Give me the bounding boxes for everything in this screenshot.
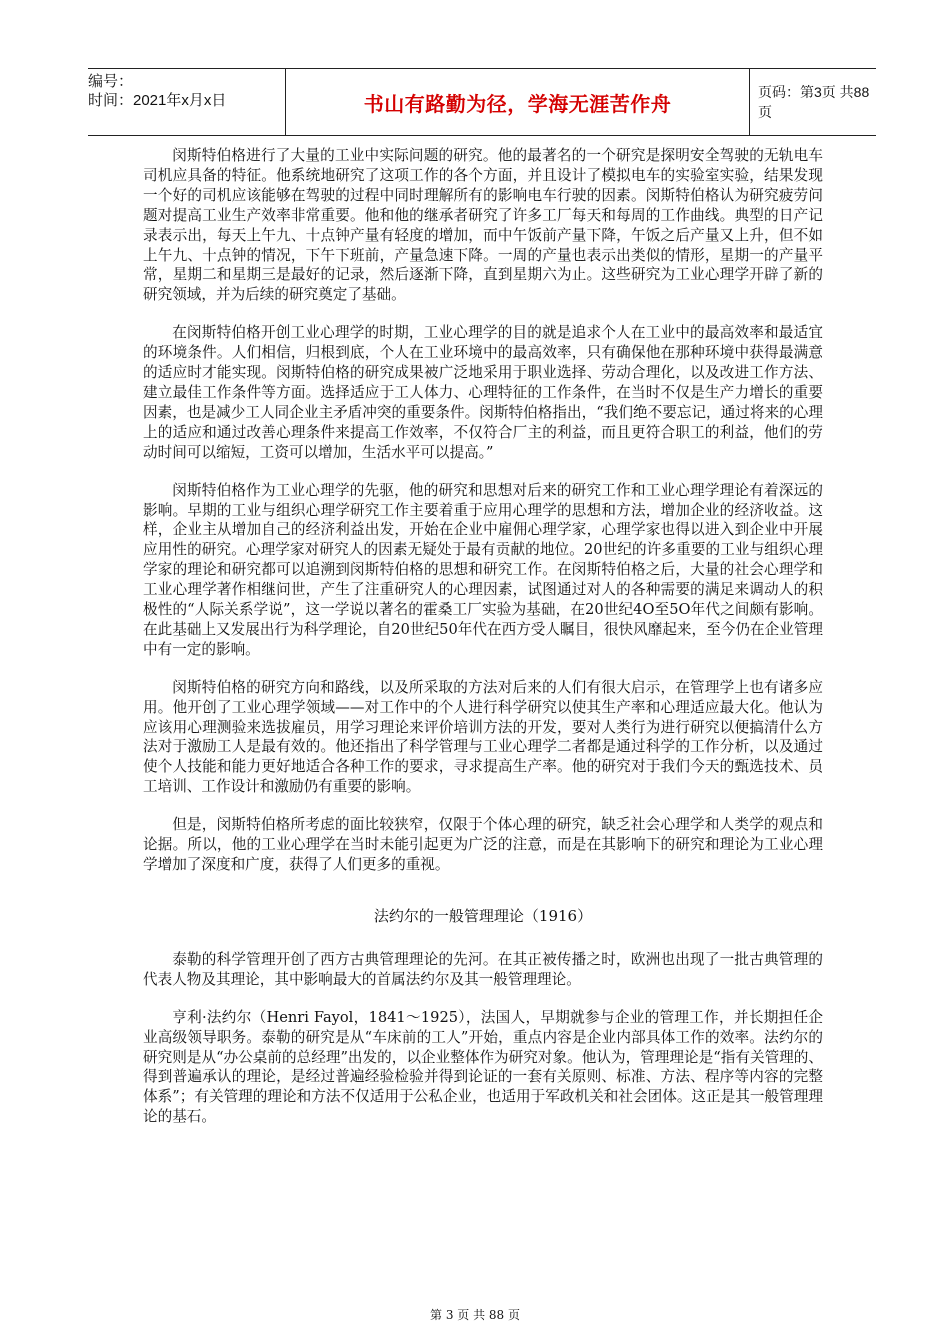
paragraph: 但是，闵斯特伯格所考虑的面比较狭窄，仅限于个体心理的研究，缺乏社会心理学和人类学的观点和论据。所以，他的工业心理学在当时未能引起更为广泛的注意，而是在其影响下的研究和理论为工业心理学增加了深度和广度，获得了人们更多的重视。 [143,816,823,873]
header-motto: 书山有路勤为径，学海无涯苦作舟 [363,91,672,116]
document-time-label: 时间：2021年x月x日 [88,92,227,109]
paragraph: 闵斯特伯格作为工业心理学的先驱，他的研究和思想对后来的研究工作和工业心理学理论有着深远的影响。早期的工业与组织心理学研究工作主要着重于应用心理学的思想和方法，增加企业的经济收益。这样，企业主从增加自己的经济利益出发，开始在企业中雇佣心理学家，心理学家也得以进入到企业中开展应用性的研究。心理学家对研究人的因素无疑处于最有贡献的地位。20世纪的许多重要的工业与组织心理学家的理论和研究都可以追溯到闵斯特伯格的思想和研究工作。在闵斯特伯格之后，大量的社会心理学和工业心理学著作相继问世，产生了注重研究人的心理因素，试图通过对人的各种需要的满足来调动人的积极性的“人际关系学说”，这一学说以著名的霍桑工厂实验为基础，在20世纪4O至5O年代之间颇有影响。在此基础上又发展出行为科学理论，自20世纪50年代在西方受人瞩目，很快风靡起来，至今仍在企业管理中有一定的影响。 [143,481,823,658]
document-number-label: 编号： [88,73,134,90]
header-page-label: 页码：第3页 共88页 [758,84,870,120]
page-header [88,68,876,136]
header-motto-cell [286,69,750,135]
header-page-cell [750,69,876,135]
paragraph: 亨利·法约尔（Henri Fayol，1841～1925），法国人，早期就参与企业的管理工作，并长期担任企业高级领导职务。泰勒的研究是从“车床前的工人”开始，重点内容是企业内部具体工作的效率。法约尔的研究则是从“办公桌前的总经理”出发的，以企业整体作为研究对象。他认为，管理理论是“指有关管理的、得到普遍承认的理论，是经过普遍经验检验并得到论证的一套有关原则、标准、方法、程序等内容的完整体系”；有关管理的理论和方法不仅适用于公私企业，也适用于军政机关和社会团体。这正是其一般管理理论的基石。 [143,1008,823,1126]
section-title: 法约尔的一般管理理论（1916） [373,906,593,925]
paragraph: 闵斯特伯格的研究方向和路线，以及所采取的方法对后来的人们有很大启示，在管理学上也有诸多应用。他开创了工业心理学领域——对工作中的个人进行科学研究以使其生产率和心理适应最大化。他认为应该用心理测验来选拔雇员，用学习理论来评价培训方法的开发，要对人类行为进行研究以便搞清什么方法对于激励工人是最有效的。他还指出了科学管理与工业心理学二者都是通过科学的工作分析，以及通过使个人技能和能力更好地适合各种工作的要求，寻求提高生产率。他的研究对于我们今天的甄选技术、员工培训、工作设计和激励仍有重要的影响。 [143,678,823,796]
paragraph: 在闵斯特伯格开创工业心理学的时期，工业心理学的目的就是追求个人在工业中的最高效率和最适宜的环境条件。人们相信，归根到底，个人在工业环境中的最高效率，只有确保他在那种环境中获得最满意的适应时才能实现。闵斯特伯格的研究成果被广泛地采用于职业选择、劳动合理化，以及改进工作方法、建立最佳工作条件等方面。选择适应于工人体力、心理特征的工作条件，在当时不仅是生产力增长的重要因素，也是减少工人同企业主矛盾冲突的重要条件。闵斯特伯格指出，“我们绝不要忘记，通过将来的心理上的适应和通过改善心理条件来提高工作效率，不仅符合厂主的利益，而且更符合职工的利益，他们的劳动时间可以缩短，工资可以增加，生活水平可以提高。” [143,324,823,461]
page-footer: 第 3 页 共 88 页 [430,1308,520,1322]
paragraph: 泰勒的科学管理开创了西方古典管理理论的先河。在其正被传播之时，欧洲也出现了一批古典管理的代表人物及其理论，其中影响最大的首属法约尔及其一般管理理论。 [143,950,823,988]
header-meta [88,69,286,135]
document-body [143,146,823,1145]
paragraph: 闵斯特伯格进行了大量的工业中实际问题的研究。他的最著名的一个研究是探明安全驾驶的无轨电车司机应具备的特征。他系统地研究了这项工作的各个方面，并且设计了模拟电车的实验室实验，结果发现一个好的司机应该能够在驾驶的过程中同时理解所有的影响电车行驶的因素。闵斯特伯格认为研究疲劳问题对提高工业生产效率非常重要。他和他的继承者研究了许多工厂每天和每周的工作曲线。典型的日产记录表示出，每天上午九、十点钟产量有轻度的增加，而中午饭前产量下降，午饭之后产量又上升，但不如上午九、十点钟的情况，下午下班前，产量急速下降。一周的产量也表示出类似的情形，星期一的产量平常，星期二和星期三是最好的记录，然后逐渐下降，直到星期六为止。这些研究为工业心理学开辟了新的研究领域，并为后续的研究奠定了基础。 [143,147,823,304]
